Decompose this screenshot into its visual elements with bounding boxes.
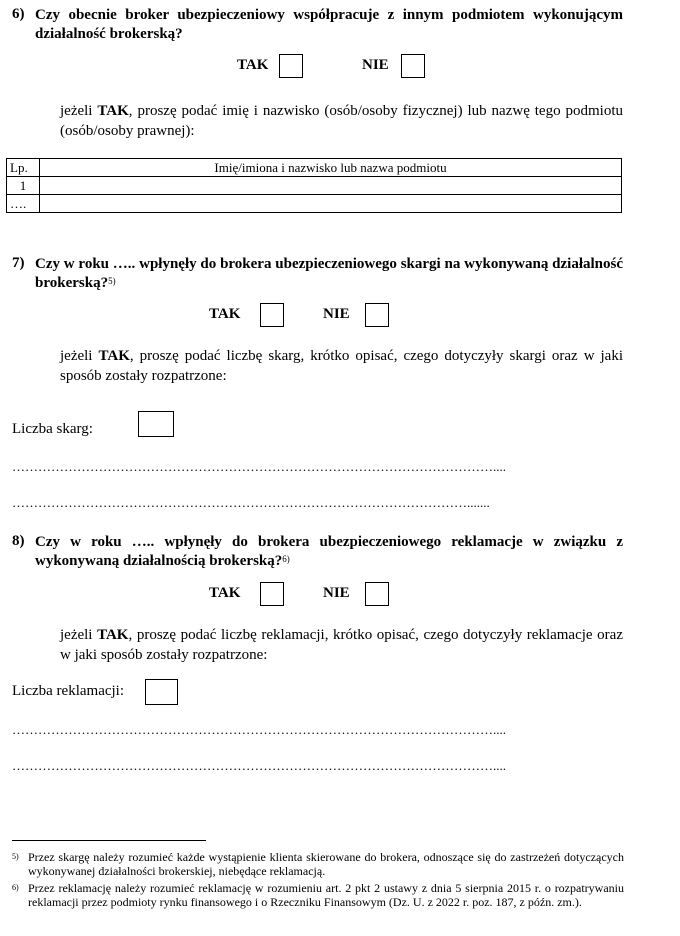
q7-nie-label: NIE <box>323 306 350 322</box>
q7-count-input[interactable] <box>138 411 174 437</box>
q8-instruction: jeżeli TAK, proszę podać liczbę reklamacji, krótko opisać, czego dotyczyły reklamacje oraz w jaki sposób zostały rozpatrzone: <box>60 627 623 663</box>
table-row <box>7 177 622 195</box>
table-cell-input[interactable] <box>40 177 622 195</box>
table-header-cell: Imię/imiona i nazwisko lub nazwa podmiotu <box>40 159 622 177</box>
table-row <box>7 195 622 213</box>
q7-number: 7) <box>12 255 25 271</box>
q6-tak-checkbox[interactable] <box>279 54 303 78</box>
q8-tak-checkbox[interactable] <box>260 582 284 606</box>
q7-answer-line-2[interactable]: ……………………………………………………………………………………………....... <box>12 495 490 510</box>
footnote-mark: 6) <box>12 883 19 892</box>
q7-answer-line-1[interactable]: ………………………………………………………………………………………………….... <box>12 459 506 474</box>
table-cell: 1 <box>7 177 40 195</box>
q8-answer-line-2[interactable]: ………………………………………………………………………………………………….... <box>12 758 506 773</box>
table-cell-input[interactable] <box>40 195 622 213</box>
q7-question: Czy w roku ….. wpłynęły do brokera ubezpieczeniowego skargi na wykonywaną działalność brokerską?$^{5)}$ <box>35 256 623 291</box>
footnote-ref: 6) <box>282 554 290 564</box>
footnote-mark: 5) <box>12 852 19 861</box>
q6-instruction: jeżeli TAK, proszę podać imię i nazwisko (osób/osoby fizycznej) lub nazwę tego podmiotu (osób/osoby prawnej): <box>60 103 623 139</box>
table-cell: …. <box>7 195 40 213</box>
q7-tak-checkbox[interactable] <box>260 303 284 327</box>
q7-tak-label: TAK <box>209 306 241 322</box>
q6-nie-label: NIE <box>362 57 389 73</box>
q8-number: 8) <box>12 533 25 549</box>
q6-number: 6) <box>12 6 25 22</box>
table-header-cell: Lp. <box>7 159 40 177</box>
q8-question: Czy w roku ….. wpłynęły do brokera ubezpieczeniowego reklamacje w związku z wykonywaną działalnością brokerską?$^{6)}$ <box>35 534 623 569</box>
table-header-row <box>7 159 622 177</box>
q8-answer-line-1[interactable]: ………………………………………………………………………………………………….... <box>12 722 506 737</box>
q7-count-label: Liczba skarg: <box>12 421 93 437</box>
q8-nie-label: NIE <box>323 585 350 601</box>
footnote-text: Przez reklamację należy rozumieć reklamację w rozumieniu art. 2 pkt 2 ustawy z dnia 5 sierpnia 2015 r. o rozpatrywaniu reklamacji przez podmioty rynku finansowego i o Rzeczniku Finansowym (Dz. U. z 2022 r. poz. 187, z późn. zm.). <box>28 881 624 909</box>
q6-nie-checkbox[interactable] <box>401 54 425 78</box>
footnote-6 <box>12 881 624 909</box>
q8-tak-label: TAK <box>209 585 241 601</box>
q7-nie-checkbox[interactable] <box>365 303 389 327</box>
footnote-text: Przez skargę należy rozumieć każde wystąpienie klienta skierowane do brokera, odnoszące się do zastrzeżeń dotyczących wykonywanej działalności brokerskiej, niebędące reklamacją. <box>28 850 624 878</box>
footnote-ref: 5) <box>108 276 116 286</box>
footnote-separator <box>12 840 206 841</box>
q8-count-label: Liczba reklamacji: <box>12 683 125 699</box>
q6-question: Czy obecnie broker ubezpieczeniowy współpracuje z innym podmiotem wykonującym działalność brokerską? <box>35 7 623 42</box>
q8-count-input[interactable] <box>145 679 178 705</box>
q7-instruction: jeżeli TAK, proszę podać liczbę skarg, krótko opisać, czego dotyczyły skargi oraz w jaki sposób zostały rozpatrzone: <box>60 348 623 384</box>
q6-entities-table <box>6 158 622 213</box>
q6-tak-label: TAK <box>237 57 269 73</box>
q8-nie-checkbox[interactable] <box>365 582 389 606</box>
footnote-5 <box>12 850 624 878</box>
